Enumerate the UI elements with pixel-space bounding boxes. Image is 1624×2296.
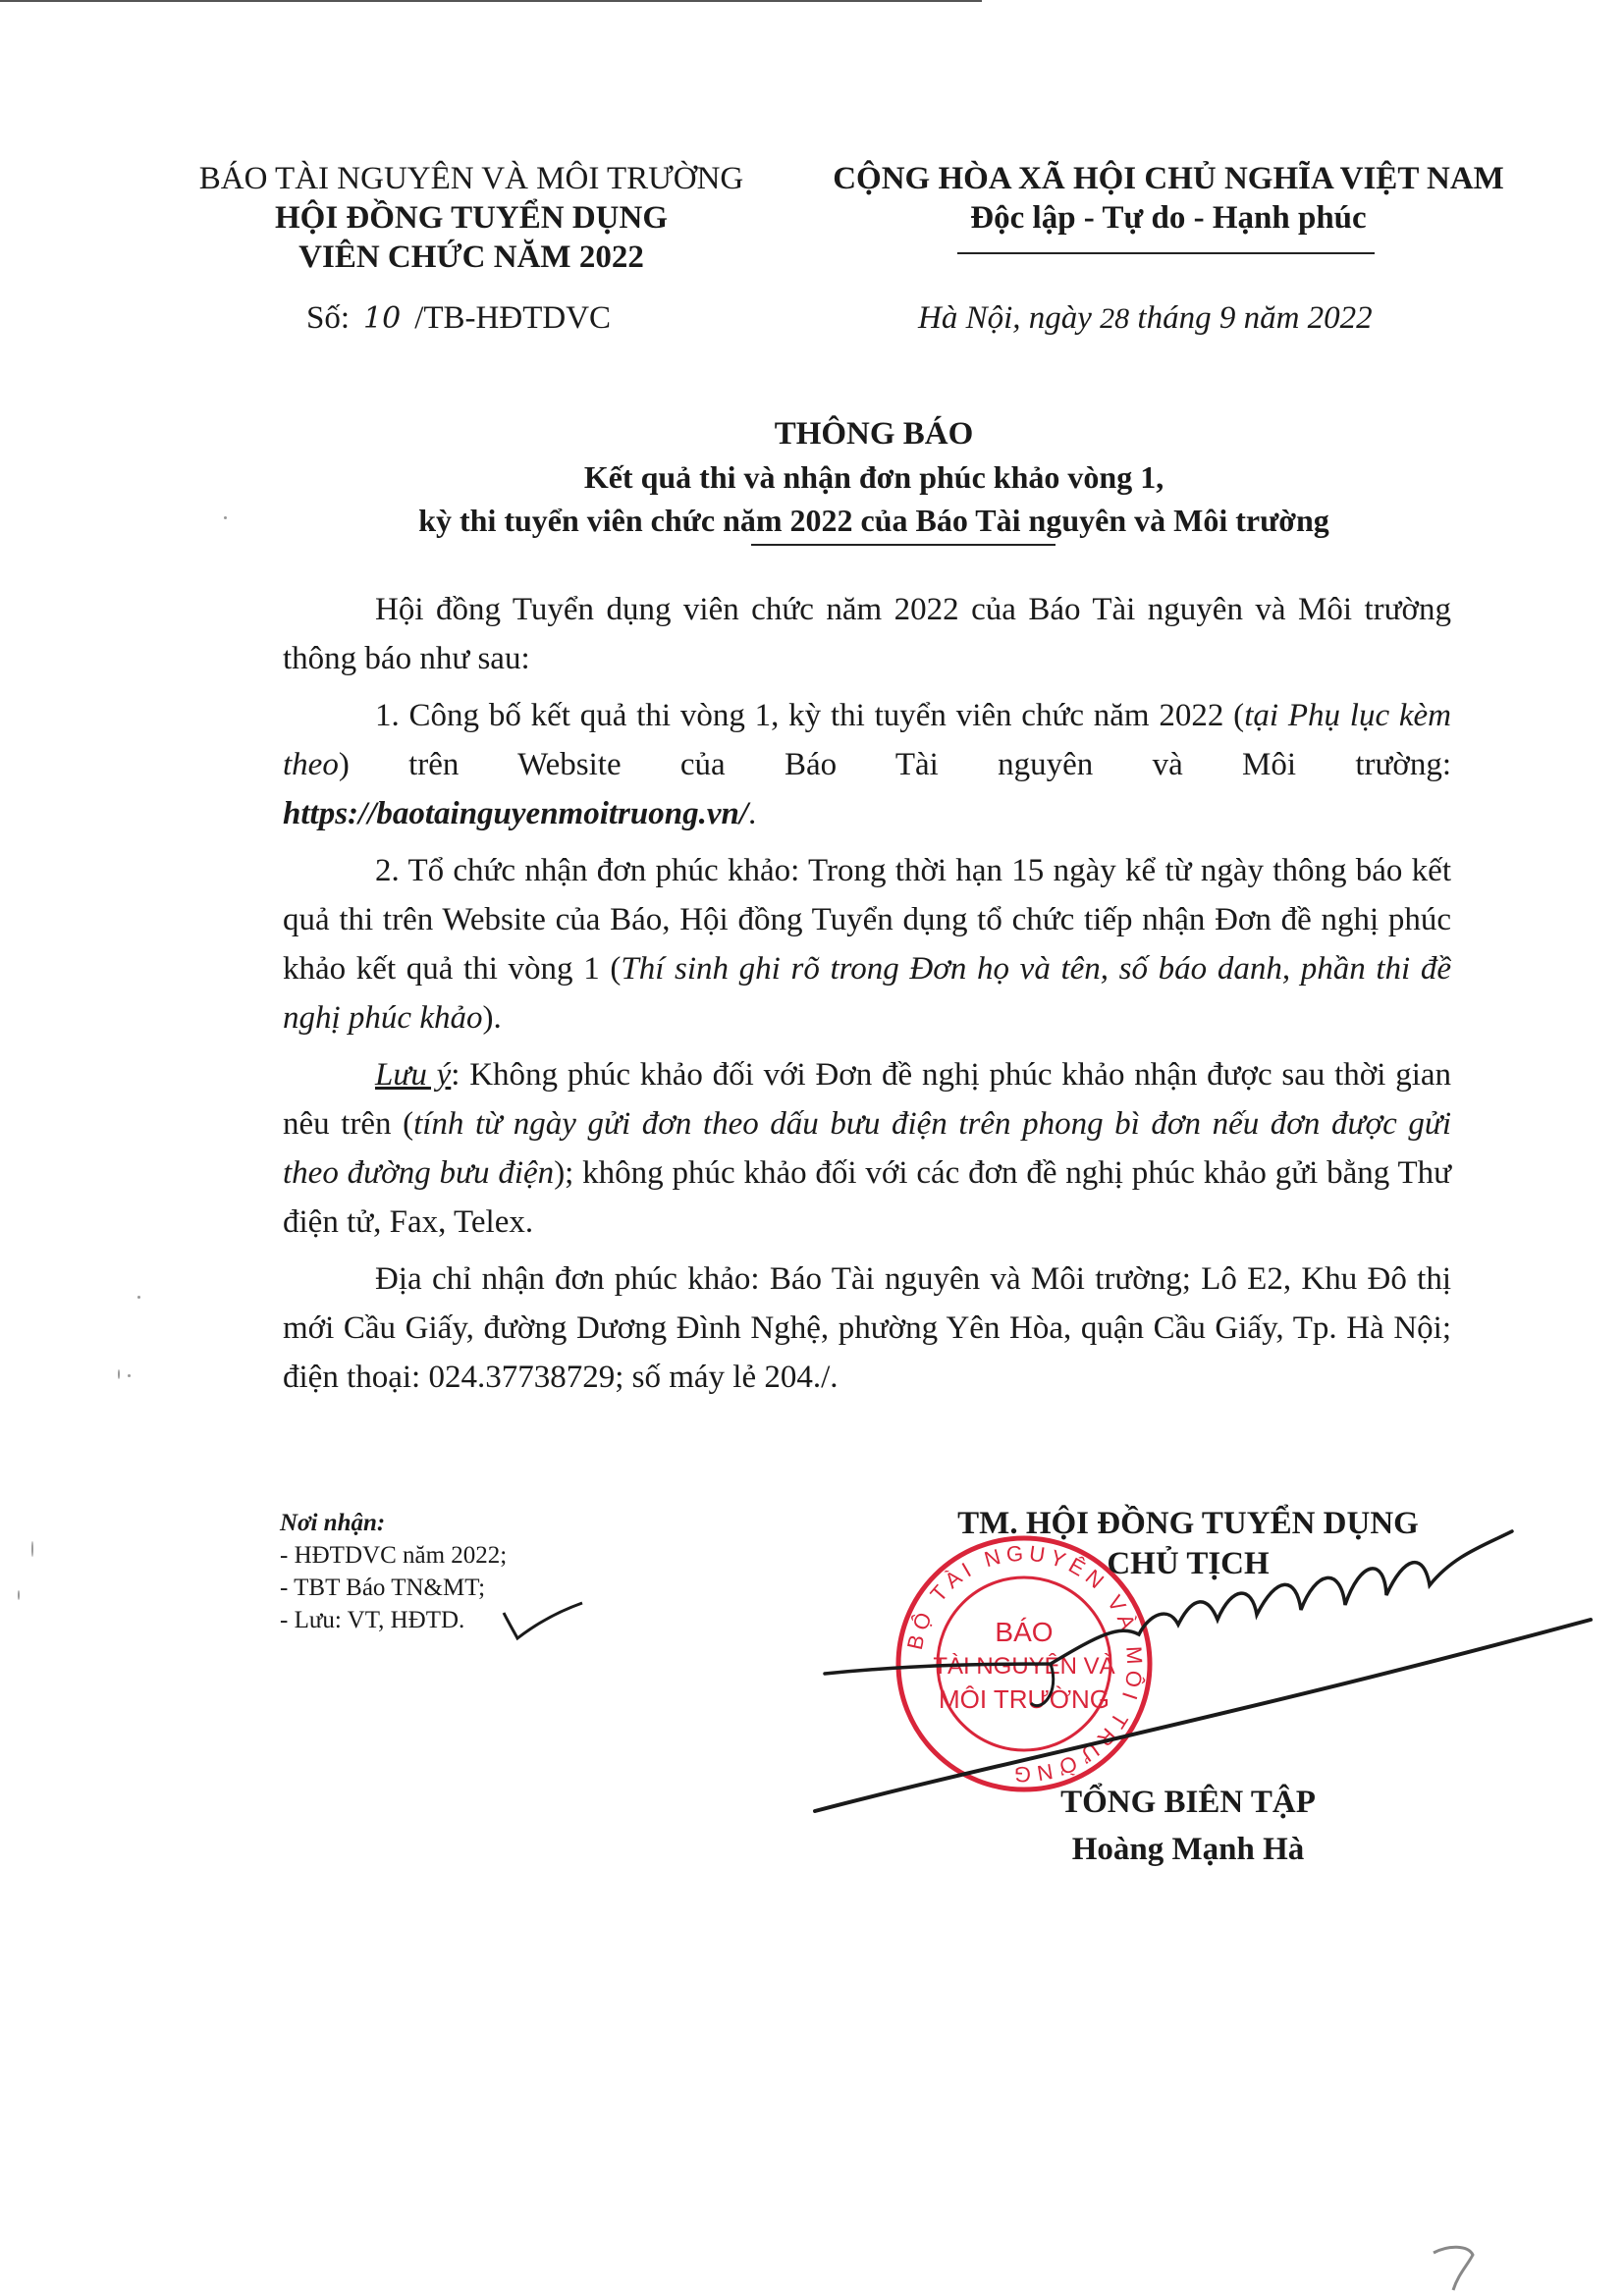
signer-block — [854, 1779, 1522, 1873]
note-text-b: ); không phúc khảo đối với các đơn đề nghị phúc khảo gửi bằng Thư điện tử, Fax, Telex. — [283, 1155, 1451, 1240]
title-line1: THÔNG BÁO — [774, 416, 974, 452]
title-underline — [751, 544, 1056, 546]
title-line2: Kết quả thi và nhận đơn phúc khảo vòng 1, — [583, 459, 1164, 495]
paragraph-address: Địa chỉ nhận đơn phúc khảo: Báo Tài nguyên và Môi trường; Lô E2, Khu Đô thị mới Cầu Giấy, đường Dương Đình Nghệ, phường Yên Hòa, quận Cầu Giấy, Tp. Hà Nội; điện thoại: 024.37738729; số máy lẻ 204./. — [283, 1261, 1451, 1395]
item1-text-a: 1. Công bố kết quả thi vòng 1, kỳ thi tuyển viên chức năm 2022 ( — [375, 698, 1245, 733]
initial-check-mark — [496, 1595, 584, 1644]
scan-top-edge — [0, 0, 982, 2]
item2-text-a: 2. Tổ chức nhận đơn phúc khảo: Trong thời hạn 15 ngày kể từ ngày thông báo kết quả thi trên Website của Báo, Hội đồng Tuyển dụng tổ chức tiếp nhận Đơn đề nghị phúc khảo kết quả thi vòng 1 ( — [283, 853, 1451, 987]
paragraph-note — [283, 1050, 1451, 1247]
scan-speck — [128, 1374, 131, 1377]
document-date — [918, 300, 1373, 337]
seal-line1: BÁO — [995, 1617, 1054, 1647]
item2-end: ). — [482, 1000, 502, 1036]
recipient-item: - Lưu: VT, HĐTD. — [280, 1607, 465, 1633]
seal-line2: TÀI NGUYÊN VÀ — [933, 1653, 1115, 1680]
recipient-item: - TBT Báo TN&MT; — [280, 1575, 486, 1601]
item1-text-b: ) trên Website của Báo Tài nguyên và Môi trường: — [338, 747, 1451, 782]
seal-line3: MÔI TRƯỜNG — [938, 1684, 1110, 1714]
signature-role: CHỦ TỊCH — [1107, 1546, 1270, 1581]
national-header — [815, 159, 1522, 238]
item1-italic: tại Phụ lục kèm theo — [283, 698, 1452, 782]
country-name: CỘNG HÒA XÃ HỘI CHỦ NGHĨA VIỆT NAM — [833, 161, 1504, 196]
signer-position: TỔNG BIÊN TẬP — [1060, 1785, 1316, 1820]
scan-speck — [31, 1541, 33, 1557]
note-text-a: : Không phúc khảo đối với Đơn đề nghị phúc khảo nhận được sau thời gian nêu trên ( — [283, 1057, 1452, 1142]
note-italic: tính từ ngày gửi đơn theo dấu bưu điện trên phong bì đơn nếu đơn được gửi theo đường bưu điện — [283, 1106, 1451, 1191]
scan-speck — [18, 1590, 20, 1600]
motto-underline — [957, 252, 1375, 254]
doc-number-prefix: Số: — [306, 300, 351, 336]
handwritten-page-mark — [1429, 2243, 1488, 2292]
scan-speck — [118, 1369, 120, 1379]
item2-italic: Thí sinh ghi rõ trong Đơn họ và tên, số báo danh, phần thi đề nghị phúc khảo — [283, 951, 1452, 1036]
document-number — [306, 300, 611, 337]
issuer-board-line1: HỘI ĐỒNG TUYỂN DỤNG — [274, 200, 668, 236]
document-title — [285, 412, 1463, 542]
item1-end: . — [748, 796, 757, 831]
seal-outer-text: BỘ TÀI NGUYÊN VÀ MÔI TRƯỜNG — [901, 1540, 1148, 1788]
note-label: Lưu ý — [375, 1057, 452, 1093]
date-suffix: tháng 9 năm 2022 — [1137, 300, 1373, 336]
issuer-board-line2: VIÊN CHỨC NĂM 2022 — [298, 240, 644, 275]
signer-name: Hoàng Mạnh Hà — [1071, 1832, 1305, 1867]
date-day: 28 — [1100, 302, 1130, 335]
national-motto: Độc lập - Tự do - Hạnh phúc — [970, 200, 1367, 236]
recipient-item: - HĐTDVC năm 2022; — [280, 1542, 508, 1569]
paragraph-intro: Hội đồng Tuyển dụng viên chức năm 2022 của Báo Tài nguyên và Môi trường thông báo như sau: — [283, 592, 1451, 676]
signature-for-line: TM. HỘI ĐỒNG TUYỂN DỤNG — [957, 1506, 1419, 1541]
issuer-header — [167, 159, 776, 277]
recipients-block — [280, 1507, 507, 1636]
scan-speck — [224, 516, 227, 519]
scan-speck — [137, 1296, 140, 1299]
doc-number-suffix: /TB-HĐTDVC — [414, 300, 612, 336]
website-link[interactable]: https://baotainguyenmoitruong.vn/ — [283, 796, 749, 831]
issuer-org: BÁO TÀI NGUYÊN VÀ MÔI TRƯỜNG — [198, 161, 744, 196]
paragraph-item1 — [283, 691, 1451, 838]
title-line3: kỳ thi tuyển viên chức năm 2022 của Báo Tài nguyên và Môi trường — [418, 503, 1329, 538]
date-prefix: Hà Nội, ngày — [918, 300, 1092, 336]
doc-number-value: 10 — [363, 301, 402, 336]
document-body — [283, 585, 1451, 1410]
paragraph-item2 — [283, 846, 1451, 1042]
recipients-label: Nơi nhận: — [280, 1510, 386, 1536]
